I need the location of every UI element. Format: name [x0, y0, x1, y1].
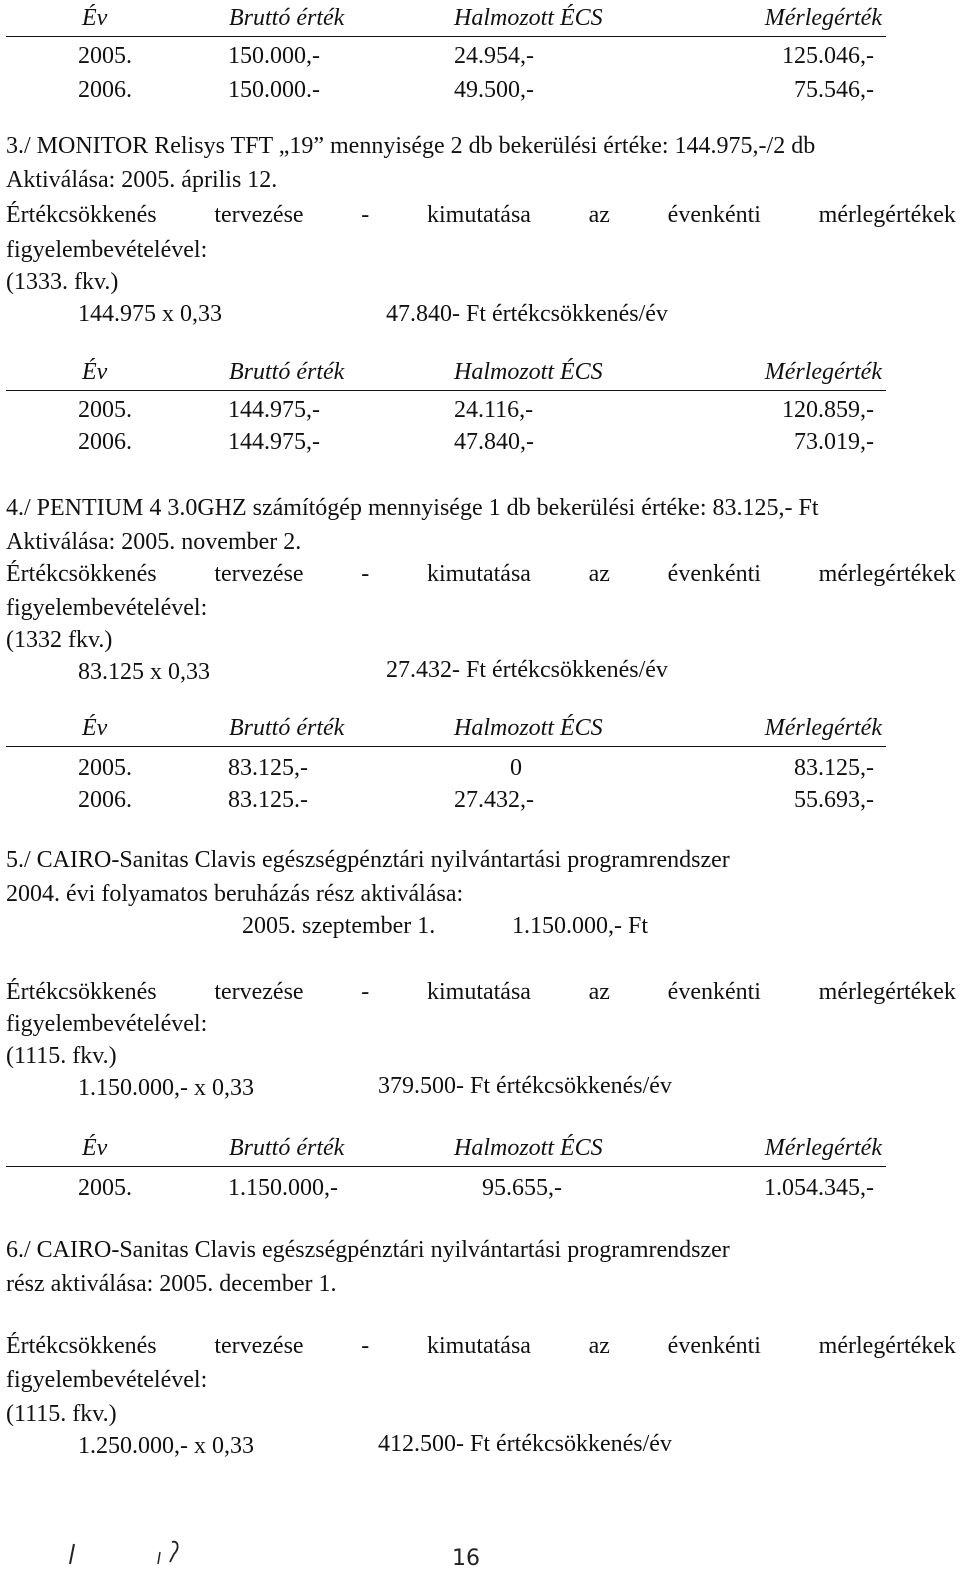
cell-year: 2006. [78, 429, 132, 455]
cell-balance: 125.046,- [782, 43, 874, 69]
item6-title: 6./ CAIRO-Sanitas Clavis egészségpénztári nyilvántartási programrendszer [6, 1237, 730, 1263]
table-row [6, 430, 886, 458]
col-header-year: Év [82, 1135, 108, 1161]
table-header [6, 360, 886, 391]
cell-accum: 24.954,- [454, 43, 534, 69]
depreciation-plan-line: Értékcsökkenés tervezése - kimutatása az évenkénti mérlegértékek [6, 1333, 956, 1359]
col-header-gross: Bruttó érték [229, 1135, 345, 1161]
depreciation-plan-line: Értékcsökkenés tervezése - kimutatása az évenkénti mérlegértékek [6, 202, 956, 228]
col-header-gross: Bruttó érték [229, 359, 345, 385]
cell-year: 2006. [78, 787, 132, 813]
cell-year: 2006. [78, 77, 132, 103]
table-header [6, 1136, 886, 1167]
col-header-year: Év [82, 715, 108, 741]
cell-balance: 75.546,- [794, 77, 874, 103]
cell-year: 2005. [78, 1175, 132, 1201]
cell-gross: 144.975,- [228, 429, 320, 455]
cell-gross: 1.150.000,- [228, 1175, 338, 1201]
considering-label: figyelembevételével: [6, 1367, 208, 1393]
item5-amount: 1.150.000,- Ft [512, 913, 649, 939]
table-row [6, 398, 886, 426]
item6-result: 412.500- Ft értékcsökkenés/év [378, 1431, 672, 1457]
col-header-accum: Halmozott ÉCS [454, 5, 603, 31]
cell-balance: 120.859,- [782, 397, 874, 423]
cell-year: 2005. [78, 755, 132, 781]
cell-balance: 83.125,- [794, 755, 874, 781]
cell-balance: 1.054.345,- [764, 1175, 874, 1201]
item3-calc: 144.975 x 0,33 [78, 301, 222, 327]
item5-title: 5./ CAIRO-Sanitas Clavis egészségpénztári nyilvántartási programrendszer [6, 847, 730, 873]
col-header-balance: Mérlegérték [764, 359, 882, 385]
cell-gross: 83.125,- [228, 755, 308, 781]
item3-fkv: (1333. fkv.) [6, 269, 119, 295]
item4-activation: Aktiválása: 2005. november 2. [6, 529, 302, 555]
col-header-accum: Halmozott ÉCS [454, 715, 603, 741]
cell-year: 2005. [78, 43, 132, 69]
table-row [6, 788, 886, 816]
considering-label: figyelembevételével: [6, 237, 208, 263]
cell-accum: 24.116,- [454, 397, 534, 423]
item3-result: 47.840- Ft értékcsökkenés/év [386, 301, 668, 327]
cell-gross: 144.975,- [228, 397, 320, 423]
item3-title: 3./ MONITOR Relisys TFT „19” mennyisége 2 db bekerülési értéke: 144.975,-/2 db [6, 133, 816, 159]
table-header [6, 6, 886, 37]
item6-line2: rész aktiválása: 2005. december 1. [6, 1271, 337, 1297]
item5-calc: 1.150.000,- x 0,33 [78, 1075, 254, 1101]
item5-fkv: (1115. fkv.) [6, 1043, 117, 1069]
cell-accum: 0 [510, 755, 522, 781]
considering-label: figyelembevételével: [6, 595, 208, 621]
item5-result: 379.500- Ft értékcsökkenés/év [378, 1073, 672, 1099]
considering-label: figyelembevételével: [6, 1011, 208, 1037]
cell-gross: 83.125.- [228, 787, 308, 813]
col-header-balance: Mérlegérték [764, 1135, 882, 1161]
item5-line2: 2004. évi folyamatos beruházás rész aktiválása: [6, 881, 464, 907]
col-header-balance: Mérlegérték [764, 715, 882, 741]
cell-year: 2005. [78, 397, 132, 423]
handwritten-initials-signature [60, 1540, 200, 1565]
item6-fkv: (1115. fkv.) [6, 1401, 117, 1427]
cell-accum: 49.500,- [454, 77, 534, 103]
item5-date: 2005. szeptember 1. [242, 913, 436, 939]
cell-gross: 150.000,- [228, 43, 320, 69]
cell-accum: 95.655,- [482, 1175, 562, 1201]
col-header-accum: Halmozott ÉCS [454, 359, 603, 385]
page-number: 16 [452, 1546, 480, 1571]
col-header-year: Év [82, 5, 108, 31]
item4-title: 4./ PENTIUM 4 3.0GHZ számítógép mennyisége 1 db bekerülési értéke: 83.125,- Ft [6, 495, 819, 521]
col-header-gross: Bruttó érték [229, 715, 345, 741]
cell-gross: 150.000.- [228, 77, 320, 103]
cell-balance: 55.693,- [794, 787, 874, 813]
col-header-year: Év [82, 359, 108, 385]
item4-calc: 83.125 x 0,33 [78, 659, 210, 685]
table-header [6, 716, 886, 747]
depreciation-plan-line: Értékcsökkenés tervezése - kimutatása az évenkénti mérlegértékek [6, 561, 956, 587]
item6-calc: 1.250.000,- x 0,33 [78, 1433, 254, 1459]
table-row [6, 1176, 886, 1204]
cell-balance: 73.019,- [794, 429, 874, 455]
depreciation-plan-line: Értékcsökkenés tervezése - kimutatása az évenkénti mérlegértékek [6, 979, 956, 1005]
table-row [6, 78, 886, 106]
cell-accum: 47.840,- [454, 429, 534, 455]
col-header-balance: Mérlegérték [764, 5, 882, 31]
item3-activation: Aktiválása: 2005. április 12. [6, 167, 278, 193]
item4-fkv: (1332 fkv.) [6, 627, 113, 653]
col-header-accum: Halmozott ÉCS [454, 1135, 603, 1161]
table-row [6, 756, 886, 784]
cell-accum: 27.432,- [454, 787, 534, 813]
table-row [6, 44, 886, 72]
col-header-gross: Bruttó érték [229, 5, 345, 31]
item4-result: 27.432- Ft értékcsökkenés/év [386, 657, 668, 683]
